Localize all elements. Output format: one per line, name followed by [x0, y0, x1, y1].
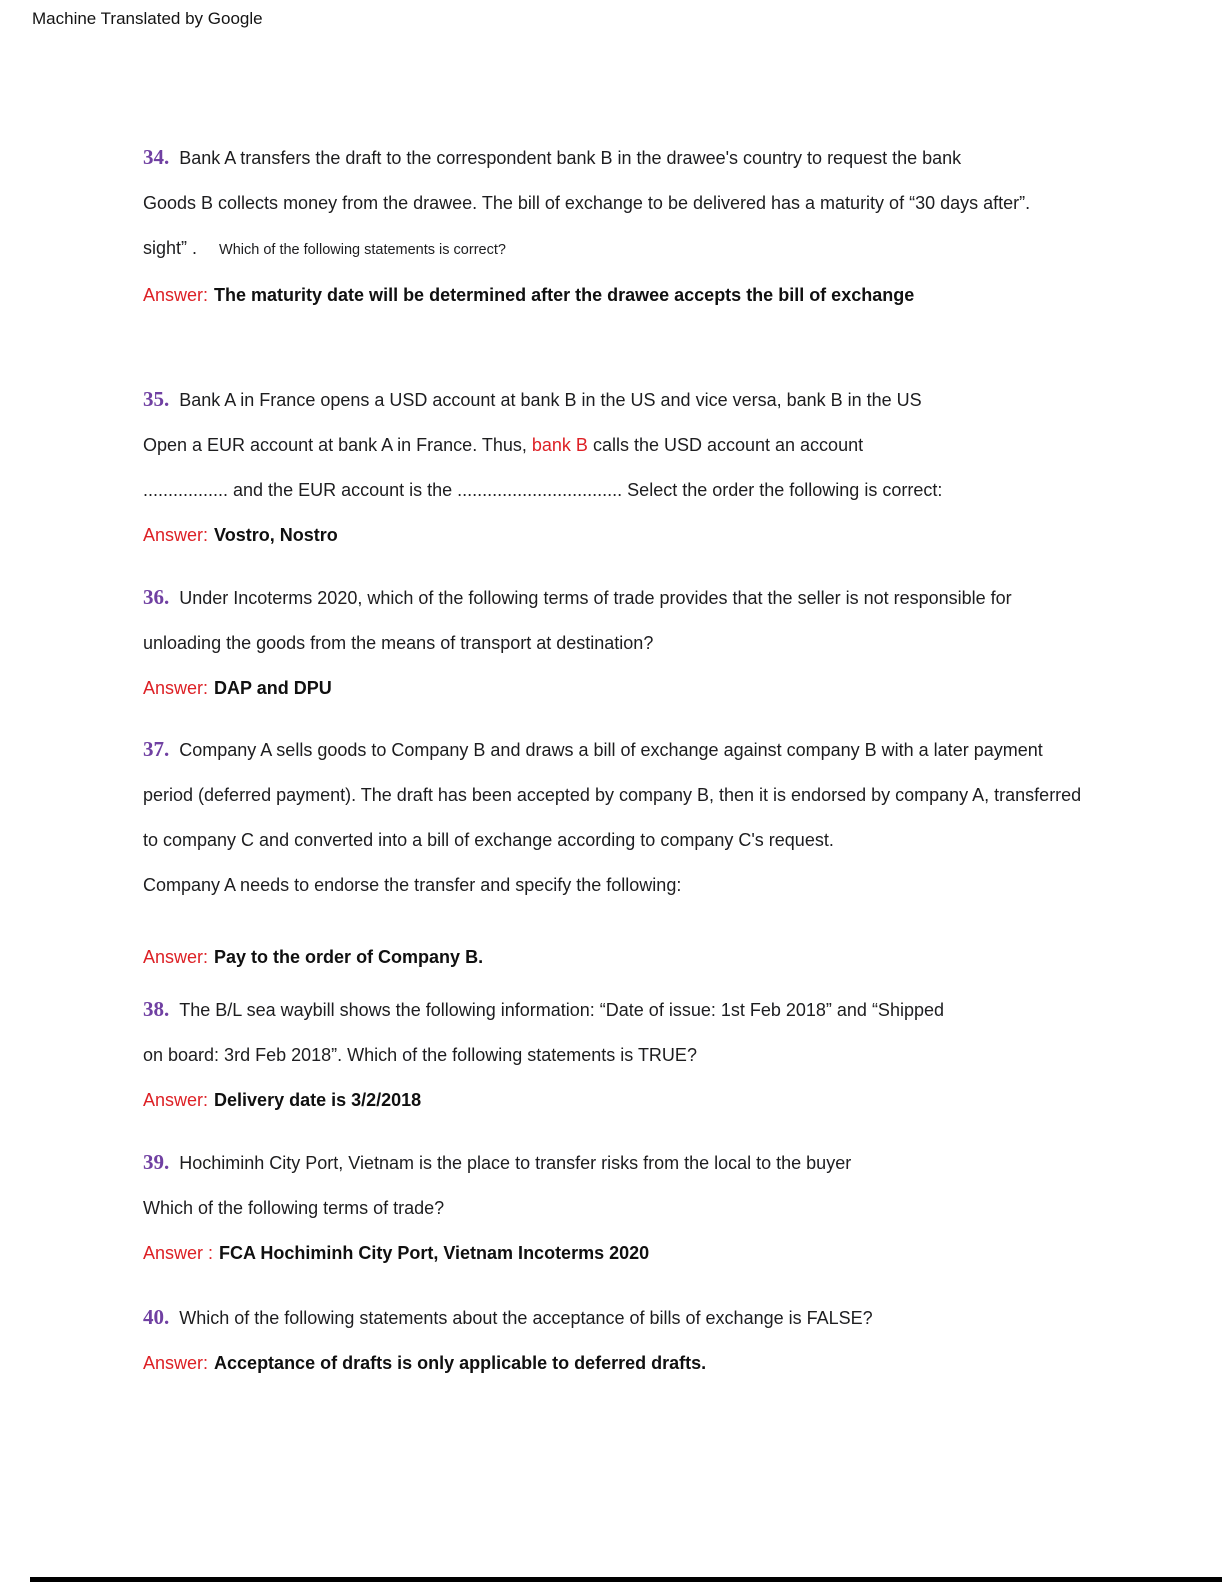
question-34-answer-text: The maturity date will be determined after the drawee accepts the bill of exchange — [214, 285, 915, 305]
question-37-text: Company A sells goods to Company B and draws a bill of exchange against company B with a later payment — [179, 740, 1043, 760]
question-40-text: Which of the following statements about the acceptance of bills of exchange is FALSE? — [179, 1308, 873, 1328]
question-40-line-1 — [143, 1295, 1187, 1341]
question-34-text: Bank A transfers the draft to the correspondent bank B in the drawee's country to request the bank — [179, 148, 962, 168]
question-37-answer-text: Pay to the order of Company B. — [214, 947, 484, 967]
question-39-answer — [143, 1231, 1187, 1276]
question-39-answer-text: FCA Hochiminh City Port, Vietnam Incoterms 2020 — [219, 1243, 650, 1263]
question-35-answer — [143, 513, 1187, 558]
question-35-number: 35. — [143, 387, 170, 411]
question-40-number: 40. — [143, 1305, 170, 1329]
question-37-line-4: Company A needs to endorse the transfer and specify the following: — [143, 875, 682, 895]
question-39-answer-label: Answer : — [143, 1243, 214, 1263]
question-36-line-1 — [143, 575, 1187, 621]
question-37 — [143, 727, 1187, 980]
question-36-answer — [143, 666, 1187, 711]
question-34-number: 34. — [143, 145, 170, 169]
question-38-answer — [143, 1078, 1187, 1123]
question-37-line-3: to company C and converted into a bill of exchange according to company C's request. — [143, 830, 834, 850]
question-34-line-1 — [143, 135, 1187, 181]
question-40 — [143, 1295, 1187, 1386]
question-34-line-3-small: Which of the following statements is correct? — [219, 242, 506, 258]
question-40-answer-label: Answer: — [143, 1353, 209, 1373]
question-34-line-3 — [143, 226, 1187, 273]
question-35-line-2 — [143, 423, 1187, 468]
question-38-answer-text: Delivery date is 3/2/2018 — [214, 1090, 422, 1110]
question-39-line-2: Which of the following terms of trade? — [143, 1198, 445, 1218]
question-38-text: The B/L sea waybill shows the following information: “Date of issue: 1st Feb 2018” and “Shipped — [179, 1000, 944, 1020]
question-34-answer-label: Answer: — [143, 285, 209, 305]
question-37-line-1 — [143, 727, 1187, 773]
question-36-answer-label: Answer: — [143, 678, 209, 698]
question-35-text: Bank A in France opens a USD account at bank B in the US and vice versa, bank B in the US — [179, 390, 922, 410]
question-39-text: Hochiminh City Port, Vietnam is the place to transfer risks from the local to the buyer — [179, 1153, 852, 1173]
question-39 — [143, 1140, 1187, 1276]
question-39-line-1 — [143, 1140, 1187, 1186]
question-35-line-2-post: calls the USD account an account — [587, 435, 864, 455]
question-39-number: 39. — [143, 1150, 170, 1174]
question-37-answer — [143, 935, 1187, 980]
question-36-text: Under Incoterms 2020, which of the following terms of trade provides that the seller is not responsible for — [179, 588, 1012, 608]
question-40-answer — [143, 1341, 1187, 1386]
question-37-line-2: period (deferred payment). The draft has been accepted by company B, then it is endorsed by company A, transferred — [143, 785, 1082, 805]
question-34-answer — [143, 273, 1187, 318]
question-40-answer-text: Acceptance of drafts is only applicable to deferred drafts. — [214, 1353, 707, 1373]
page-bottom-divider — [30, 1577, 1222, 1582]
question-38 — [143, 987, 1187, 1123]
question-38-line-2: on board: 3rd Feb 2018”. Which of the following statements is TRUE? — [143, 1045, 697, 1065]
question-34-line-2: Goods B collects money from the drawee. The bill of exchange to be delivered has a maturity of “30 days after”. — [143, 193, 1031, 213]
question-34-line-3-normal: sight” . — [143, 238, 198, 258]
question-35-line-2-highlight: bank B — [531, 435, 588, 455]
question-36-number: 36. — [143, 585, 170, 609]
question-35-answer-label: Answer: — [143, 525, 209, 545]
question-36-answer-text: DAP and DPU — [214, 678, 332, 698]
question-37-number: 37. — [143, 737, 170, 761]
question-35-line-2-pre: Open a EUR account at bank A in France. Thus, — [143, 435, 532, 455]
question-38-number: 38. — [143, 997, 170, 1021]
question-37-answer-label: Answer: — [143, 947, 209, 967]
question-34 — [143, 135, 1187, 318]
question-38-line-1 — [143, 987, 1187, 1033]
question-35-answer-text: Vostro, Nostro — [214, 525, 338, 545]
translation-notice: Machine Translated by Google — [32, 9, 263, 28]
question-35-line-1 — [143, 377, 1187, 423]
question-35-line-3: ................. and the EUR account is the ................................. Select the order the following is correct: — [143, 480, 943, 500]
question-38-answer-label: Answer: — [143, 1090, 209, 1110]
question-36 — [143, 575, 1187, 711]
question-35 — [143, 377, 1187, 558]
question-36-line-2: unloading the goods from the means of transport at destination? — [143, 633, 654, 653]
